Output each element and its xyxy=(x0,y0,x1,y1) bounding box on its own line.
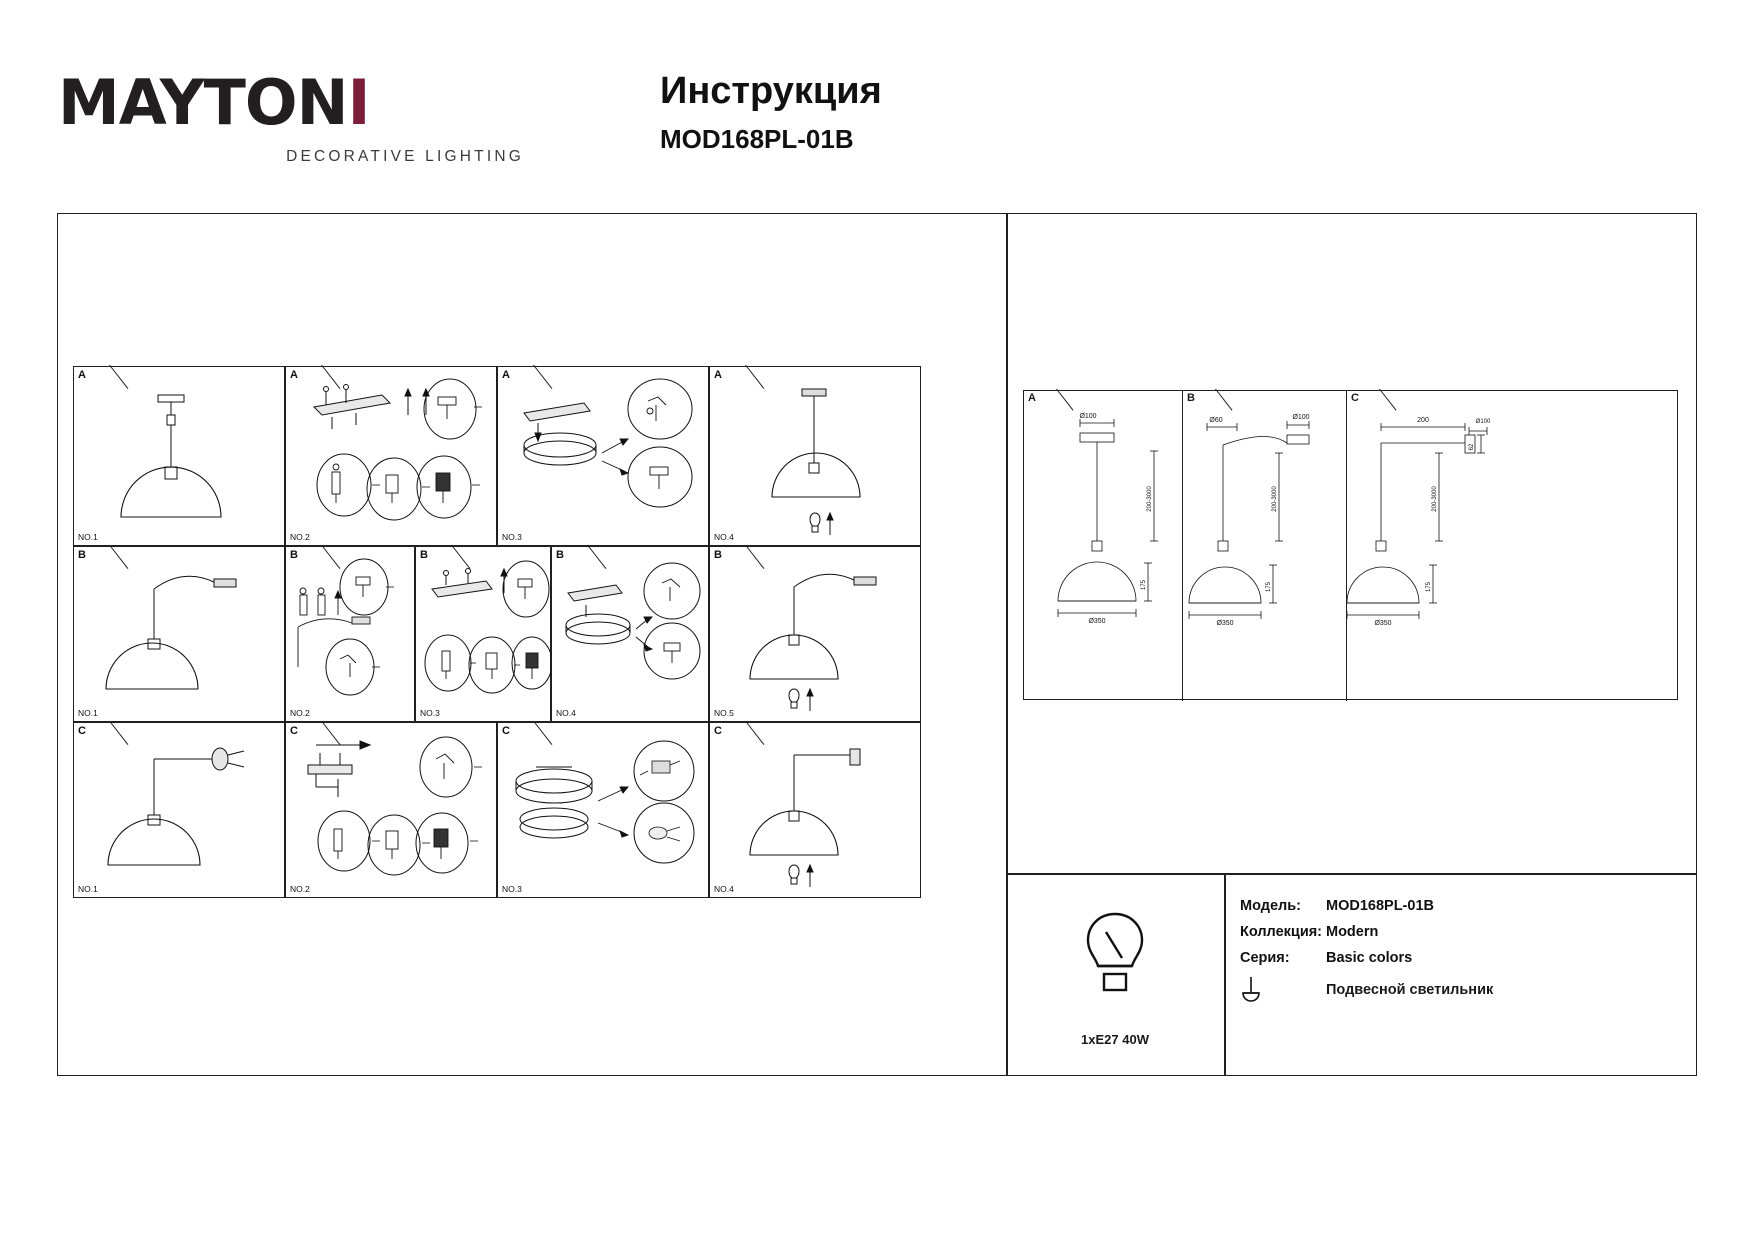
model-code: MOD168PL-01B xyxy=(660,124,854,154)
step-number: NO.3 xyxy=(420,708,440,718)
step-letter: A xyxy=(498,367,528,389)
bulb-icon xyxy=(1072,902,1158,1022)
step-cell-c2 xyxy=(285,722,497,898)
dim-top-width: Ø60 xyxy=(1209,417,1223,424)
dimension-panel xyxy=(1023,390,1678,700)
step-letter: B xyxy=(286,547,316,569)
diagram-a3 xyxy=(498,367,710,547)
step-letter: A xyxy=(74,367,104,389)
info-value: MOD168PL-01B xyxy=(1326,898,1434,914)
info-value: Basic colors xyxy=(1326,950,1413,966)
dim-plate: Ø100 xyxy=(1475,419,1491,425)
info-row-type xyxy=(1240,973,1670,1007)
step-cell-a1 xyxy=(73,366,285,546)
lamp-spec-caption: 1xE27 40W xyxy=(1081,1032,1149,1047)
page-title: Инструкция xyxy=(660,70,882,112)
dimension-letter: B xyxy=(1183,391,1211,411)
info-type-label: Подвесной светильник xyxy=(1326,982,1494,998)
info-vertical-divider xyxy=(1224,873,1226,1076)
diagram-a4 xyxy=(710,367,922,547)
step-cell-b4 xyxy=(551,546,709,722)
diagram-a2 xyxy=(286,367,498,547)
step-letter: C xyxy=(74,723,104,745)
info-row-series xyxy=(1240,945,1670,971)
step-cell-b1 xyxy=(73,546,285,722)
step-letter: C xyxy=(498,723,528,745)
step-number: NO.1 xyxy=(78,708,98,718)
step-number: NO.1 xyxy=(78,884,98,894)
dimension-drawing-a xyxy=(1024,391,1182,701)
logo-text: MAYTONI xyxy=(58,66,370,139)
step-cell-a3 xyxy=(497,366,709,546)
diagram-c1 xyxy=(74,723,286,899)
dim-shade-diameter: Ø350 xyxy=(1374,620,1392,627)
dimension-drawing-c xyxy=(1347,391,1676,701)
dim-drop: 200-3000 xyxy=(1147,486,1153,512)
step-number: NO.4 xyxy=(714,884,734,894)
diagram-b3 xyxy=(416,547,552,723)
dim-drop: 200-3000 xyxy=(1432,486,1438,512)
dimension-letter: C xyxy=(1347,391,1375,411)
step-cell-c4 xyxy=(709,722,921,898)
info-label: Серия: xyxy=(1240,950,1290,966)
step-number: NO.2 xyxy=(290,884,310,894)
step-letter: C xyxy=(710,723,740,745)
lamp-spec-box xyxy=(1006,873,1224,1076)
dimension-drawing-b xyxy=(1183,391,1346,701)
step-letter: A xyxy=(710,367,740,389)
diagram-c4 xyxy=(710,723,922,899)
dimension-view-a xyxy=(1024,391,1183,701)
step-cell-c3 xyxy=(497,722,709,898)
step-number: NO.3 xyxy=(502,532,522,542)
dim-top-width: Ø100 xyxy=(1079,413,1097,420)
step-letter: B xyxy=(710,547,740,569)
brand-logo xyxy=(58,66,528,166)
step-cell-b3 xyxy=(415,546,551,722)
diagram-c2 xyxy=(286,723,498,899)
step-number: NO.3 xyxy=(502,884,522,894)
diagram-a1 xyxy=(74,367,286,547)
dim-canopy: Ø100 xyxy=(1292,414,1310,421)
step-letter: A xyxy=(286,367,316,389)
product-info-block xyxy=(1240,893,1670,1007)
document-title-block xyxy=(660,68,882,155)
diagram-b2 xyxy=(286,547,416,723)
step-letter: B xyxy=(552,547,582,569)
dim-shade-height: 175 xyxy=(1141,579,1147,591)
info-value: Modern xyxy=(1326,924,1379,940)
diagram-c3 xyxy=(498,723,710,899)
step-number: NO.4 xyxy=(556,708,576,718)
dim-shade-diameter: Ø350 xyxy=(1088,618,1106,625)
step-letter: B xyxy=(74,547,104,569)
dimension-view-b xyxy=(1183,391,1347,701)
info-label: Коллекция: xyxy=(1240,924,1323,940)
step-cell-b2 xyxy=(285,546,415,722)
info-row-collection xyxy=(1240,919,1670,945)
logo-wordmark xyxy=(58,66,528,139)
dim-shade-height: 175 xyxy=(1426,581,1432,593)
step-cell-a4 xyxy=(709,366,921,546)
logo-tagline: DECORATIVE LIGHTING xyxy=(286,148,524,165)
step-letter: B xyxy=(416,547,446,569)
diagram-b1 xyxy=(74,547,286,723)
dim-shade-diameter: Ø350 xyxy=(1216,620,1234,627)
step-letter: C xyxy=(286,723,316,745)
step-number: NO.4 xyxy=(714,532,734,542)
dim-arm-length: 200 xyxy=(1417,417,1429,424)
dim-plate-height: 62 xyxy=(1469,443,1475,451)
step-cell-a2 xyxy=(285,366,497,546)
diagram-b4 xyxy=(552,547,710,723)
step-cell-b5 xyxy=(709,546,921,722)
dimension-letter: A xyxy=(1024,391,1052,411)
dim-shade-height: 175 xyxy=(1266,581,1272,593)
step-number: NO.2 xyxy=(290,532,310,542)
step-number: NO.1 xyxy=(78,532,98,542)
step-number: NO.5 xyxy=(714,708,734,718)
step-number: NO.2 xyxy=(290,708,310,718)
dimension-view-c xyxy=(1347,391,1677,701)
pendant-lamp-icon xyxy=(1240,973,1326,1007)
step-cell-c1 xyxy=(73,722,285,898)
dim-drop: 200-3000 xyxy=(1272,486,1278,512)
diagram-b5 xyxy=(710,547,922,723)
info-row-model xyxy=(1240,893,1670,919)
info-label: Модель: xyxy=(1240,898,1301,914)
